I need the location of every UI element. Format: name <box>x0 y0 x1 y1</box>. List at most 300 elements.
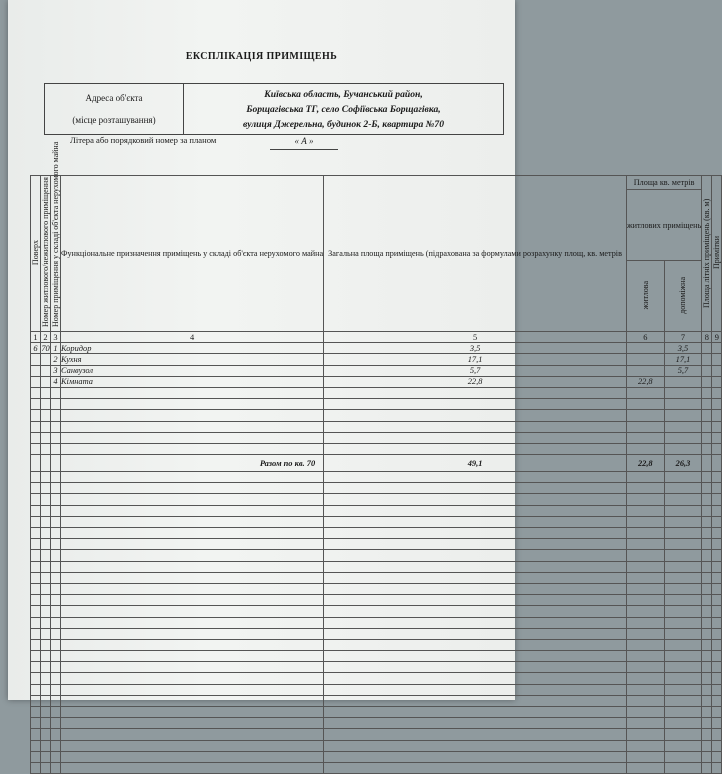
empty-cell <box>31 494 41 505</box>
empty-cell <box>31 729 41 740</box>
blank-rows-after-total <box>31 472 722 774</box>
empty-cell <box>626 410 664 421</box>
cell-living-area <box>626 343 664 354</box>
cell-apartment <box>41 376 51 387</box>
header-living: житлова <box>626 261 664 332</box>
empty-cell <box>324 606 627 617</box>
empty-cell <box>324 443 627 454</box>
empty-table-row <box>31 707 722 718</box>
empty-cell <box>626 516 664 527</box>
empty-cell <box>626 606 664 617</box>
empty-cell <box>712 684 722 695</box>
address-label <box>45 84 184 134</box>
empty-cell <box>324 561 627 572</box>
table-row <box>31 354 722 365</box>
empty-cell <box>51 528 61 539</box>
cell-aux-area <box>664 376 702 387</box>
empty-cell <box>702 539 712 550</box>
column-number: 7 <box>664 332 702 343</box>
empty-cell <box>41 595 51 606</box>
empty-cell <box>324 639 627 650</box>
empty-cell <box>712 606 722 617</box>
empty-cell <box>702 729 712 740</box>
empty-cell <box>712 483 722 494</box>
cell-empty <box>31 455 41 472</box>
empty-cell <box>31 662 41 673</box>
empty-cell <box>664 673 702 684</box>
explication-table <box>30 141 722 774</box>
empty-cell <box>664 762 702 773</box>
empty-cell <box>41 617 51 628</box>
empty-cell <box>31 617 41 628</box>
empty-cell <box>31 762 41 773</box>
empty-cell <box>51 628 61 639</box>
empty-cell <box>61 572 324 583</box>
empty-table-row <box>31 740 722 751</box>
empty-table-row <box>31 432 722 443</box>
empty-cell <box>626 550 664 561</box>
empty-cell <box>626 740 664 751</box>
empty-cell <box>712 707 722 718</box>
blank-rows-before-total <box>31 387 722 454</box>
empty-cell <box>41 639 51 650</box>
empty-cell <box>61 421 324 432</box>
header-apartment-no: Номер житлового/нежитлового приміщення <box>41 176 51 332</box>
empty-table-row <box>31 639 722 650</box>
cell-apartment <box>41 365 51 376</box>
cell-total-area: 22,8 <box>324 376 627 387</box>
empty-cell <box>61 628 324 639</box>
empty-cell <box>41 606 51 617</box>
empty-cell <box>61 528 324 539</box>
litera-label: Літера або порядковий номер за планом <box>70 135 217 145</box>
empty-cell <box>31 639 41 650</box>
empty-table-row <box>31 561 722 572</box>
empty-cell <box>664 639 702 650</box>
cell-room-name: Санвузол <box>61 365 324 376</box>
empty-table-row <box>31 695 722 706</box>
empty-cell <box>41 729 51 740</box>
empty-cell <box>712 528 722 539</box>
empty-cell <box>664 606 702 617</box>
empty-cell <box>712 695 722 706</box>
empty-cell <box>41 628 51 639</box>
empty-cell <box>31 539 41 550</box>
empty-cell <box>324 528 627 539</box>
empty-cell <box>61 673 324 684</box>
address-label-line1: Адреса об'єкта <box>85 93 143 103</box>
empty-cell <box>61 729 324 740</box>
empty-cell <box>702 606 712 617</box>
empty-cell <box>31 550 41 561</box>
cell-aux-area: 17,1 <box>664 354 702 365</box>
empty-cell <box>702 410 712 421</box>
empty-cell <box>31 572 41 583</box>
empty-cell <box>626 695 664 706</box>
empty-cell <box>702 617 712 628</box>
empty-cell <box>51 729 61 740</box>
empty-cell <box>664 718 702 729</box>
empty-cell <box>31 505 41 516</box>
empty-cell <box>702 695 712 706</box>
document-title: ЕКСПЛІКАЦІЯ ПРИМІЩЕНЬ <box>185 51 338 62</box>
empty-cell <box>702 651 712 662</box>
empty-cell <box>51 494 61 505</box>
empty-cell <box>51 550 61 561</box>
empty-cell <box>712 762 722 773</box>
empty-cell <box>626 707 664 718</box>
empty-cell <box>664 561 702 572</box>
empty-cell <box>31 561 41 572</box>
empty-cell <box>626 651 664 662</box>
empty-cell <box>31 707 41 718</box>
empty-cell <box>31 751 41 762</box>
empty-cell <box>712 432 722 443</box>
column-number: 8 <box>702 332 712 343</box>
empty-cell <box>41 572 51 583</box>
empty-table-row <box>31 651 722 662</box>
empty-cell <box>41 494 51 505</box>
cell-room-no: 1 <box>51 343 61 354</box>
empty-cell <box>61 695 324 706</box>
empty-cell <box>41 528 51 539</box>
empty-cell <box>712 740 722 751</box>
empty-cell <box>324 707 627 718</box>
empty-cell <box>702 583 712 594</box>
empty-table-row <box>31 718 722 729</box>
cell-floor: 6 <box>31 343 41 354</box>
empty-cell <box>626 387 664 398</box>
cell-room-name: Кімната <box>61 376 324 387</box>
empty-cell <box>41 707 51 718</box>
empty-cell <box>324 595 627 606</box>
empty-cell <box>626 762 664 773</box>
empty-cell <box>51 595 61 606</box>
empty-cell <box>61 387 324 398</box>
empty-cell <box>324 762 627 773</box>
empty-cell <box>712 505 722 516</box>
empty-cell <box>51 410 61 421</box>
empty-cell <box>626 432 664 443</box>
cell-summer <box>702 343 712 354</box>
empty-cell <box>626 729 664 740</box>
header-floor: Поверх <box>31 176 41 332</box>
header-notes: Примітки <box>712 176 722 332</box>
cell-aux-area: 5,7 <box>664 365 702 376</box>
column-number: 6 <box>626 332 664 343</box>
empty-cell <box>41 387 51 398</box>
table-row <box>31 343 722 354</box>
empty-cell <box>324 387 627 398</box>
empty-cell <box>324 399 627 410</box>
empty-cell <box>702 516 712 527</box>
empty-table-row <box>31 595 722 606</box>
empty-cell <box>626 561 664 572</box>
empty-cell <box>702 628 712 639</box>
empty-cell <box>51 505 61 516</box>
empty-cell <box>41 718 51 729</box>
empty-table-row <box>31 673 722 684</box>
empty-cell <box>664 651 702 662</box>
empty-table-row <box>31 751 722 762</box>
empty-cell <box>51 718 61 729</box>
empty-cell <box>61 583 324 594</box>
empty-cell <box>51 651 61 662</box>
empty-cell <box>61 662 324 673</box>
cell-total-area: 3,5 <box>324 343 627 354</box>
empty-cell <box>41 561 51 572</box>
empty-table-row <box>31 472 722 483</box>
empty-cell <box>61 595 324 606</box>
empty-cell <box>41 472 51 483</box>
cell-total-area: 17,1 <box>324 354 627 365</box>
empty-cell <box>712 639 722 650</box>
empty-cell <box>31 718 41 729</box>
empty-table-row <box>31 399 722 410</box>
cell-room-name: Коридор <box>61 343 324 354</box>
address-line1: Київська область, Бучанський район, <box>264 89 423 100</box>
empty-table-row <box>31 387 722 398</box>
empty-cell <box>51 387 61 398</box>
empty-cell <box>712 662 722 673</box>
empty-table-row <box>31 628 722 639</box>
empty-cell <box>702 751 712 762</box>
empty-cell <box>61 505 324 516</box>
header-area-group: Площа кв. метрів <box>626 176 701 190</box>
empty-cell <box>712 617 722 628</box>
empty-cell <box>41 421 51 432</box>
empty-cell <box>626 472 664 483</box>
column-numbers-row <box>31 332 722 343</box>
empty-cell <box>664 410 702 421</box>
cell-apartment <box>41 354 51 365</box>
header-residential-group: житлових приміщень <box>626 190 701 261</box>
cell-apartment: 70 <box>41 343 50 353</box>
empty-cell <box>31 651 41 662</box>
empty-cell <box>702 595 712 606</box>
empty-cell <box>41 583 51 594</box>
empty-cell <box>664 483 702 494</box>
empty-cell <box>324 729 627 740</box>
empty-cell <box>702 399 712 410</box>
empty-cell <box>61 651 324 662</box>
empty-cell <box>712 729 722 740</box>
empty-cell <box>702 494 712 505</box>
empty-cell <box>324 673 627 684</box>
empty-cell <box>61 707 324 718</box>
empty-cell <box>41 673 51 684</box>
empty-cell <box>626 628 664 639</box>
empty-cell <box>712 387 722 398</box>
cell-empty <box>51 455 61 472</box>
empty-cell <box>51 432 61 443</box>
empty-cell <box>324 740 627 751</box>
cell-floor <box>31 365 41 376</box>
empty-cell <box>664 751 702 762</box>
empty-table-row <box>31 410 722 421</box>
total-row <box>31 455 722 472</box>
empty-cell <box>324 651 627 662</box>
cell-living-area <box>626 354 664 365</box>
address-line3: вулиця Джерельна, будинок 2-Б, квартира №70 <box>242 119 445 130</box>
empty-cell <box>664 707 702 718</box>
empty-cell <box>61 410 324 421</box>
empty-cell <box>664 617 702 628</box>
empty-cell <box>31 684 41 695</box>
empty-table-row <box>31 572 722 583</box>
empty-cell <box>664 387 702 398</box>
cell-summer <box>702 365 712 376</box>
empty-cell <box>626 539 664 550</box>
empty-cell <box>626 572 664 583</box>
cell-total-area: 5,7 <box>324 365 627 376</box>
empty-cell <box>51 617 61 628</box>
empty-cell <box>31 443 41 454</box>
empty-cell <box>51 606 61 617</box>
cell-room-no: 2 <box>51 354 61 365</box>
empty-cell <box>664 729 702 740</box>
empty-cell <box>31 528 41 539</box>
empty-cell <box>31 472 41 483</box>
empty-cell <box>626 662 664 673</box>
empty-cell <box>702 740 712 751</box>
empty-cell <box>664 695 702 706</box>
empty-cell <box>51 483 61 494</box>
cell-floor <box>31 354 41 365</box>
empty-cell <box>664 505 702 516</box>
cell-summer <box>702 376 712 387</box>
empty-cell <box>51 707 61 718</box>
empty-cell <box>664 443 702 454</box>
cell-living-area: 22,8 <box>626 376 664 387</box>
empty-cell <box>664 528 702 539</box>
empty-cell <box>712 595 722 606</box>
empty-cell <box>702 528 712 539</box>
empty-cell <box>51 684 61 695</box>
empty-cell <box>626 528 664 539</box>
empty-cell <box>41 443 51 454</box>
empty-cell <box>664 516 702 527</box>
empty-cell <box>712 651 722 662</box>
empty-cell <box>61 443 324 454</box>
cell-living-area <box>626 365 664 376</box>
empty-cell <box>61 762 324 773</box>
empty-cell <box>664 472 702 483</box>
empty-cell <box>664 662 702 673</box>
empty-cell <box>61 639 324 650</box>
empty-cell <box>51 639 61 650</box>
empty-cell <box>51 399 61 410</box>
empty-cell <box>324 539 627 550</box>
empty-table-row <box>31 583 722 594</box>
table-row <box>31 376 722 387</box>
total-aux-sum: 26,3 <box>664 455 702 472</box>
empty-cell <box>626 443 664 454</box>
empty-cell <box>702 472 712 483</box>
empty-cell <box>51 572 61 583</box>
empty-cell <box>41 651 51 662</box>
empty-cell <box>41 399 51 410</box>
empty-cell <box>324 421 627 432</box>
empty-cell <box>626 505 664 516</box>
empty-cell <box>61 606 324 617</box>
cell-aux-area: 3,5 <box>664 343 702 354</box>
empty-cell <box>324 410 627 421</box>
empty-cell <box>324 516 627 527</box>
empty-cell <box>702 483 712 494</box>
empty-cell <box>712 472 722 483</box>
total-area-sum: 49,1 <box>324 455 627 472</box>
empty-table-row <box>31 550 722 561</box>
address-label-line2: (місце розташування) <box>72 115 156 125</box>
empty-cell <box>324 617 627 628</box>
empty-cell <box>61 432 324 443</box>
total-living-sum: 22,8 <box>626 455 664 472</box>
empty-cell <box>41 432 51 443</box>
empty-cell <box>702 684 712 695</box>
empty-cell <box>664 583 702 594</box>
empty-cell <box>712 443 722 454</box>
empty-table-row <box>31 443 722 454</box>
empty-cell <box>712 718 722 729</box>
address-value <box>184 84 503 134</box>
empty-cell <box>41 483 51 494</box>
empty-cell <box>324 472 627 483</box>
empty-cell <box>51 421 61 432</box>
empty-cell <box>626 399 664 410</box>
empty-cell <box>626 595 664 606</box>
empty-cell <box>664 399 702 410</box>
empty-cell <box>51 695 61 706</box>
column-number: 2 <box>41 332 51 343</box>
empty-cell <box>61 516 324 527</box>
empty-cell <box>61 550 324 561</box>
empty-cell <box>324 572 627 583</box>
cell-empty <box>41 455 51 472</box>
empty-cell <box>712 410 722 421</box>
empty-cell <box>41 740 51 751</box>
empty-cell <box>51 472 61 483</box>
empty-cell <box>626 673 664 684</box>
cell-floor <box>31 376 41 387</box>
cell-notes <box>712 343 722 354</box>
empty-cell <box>324 494 627 505</box>
empty-cell <box>61 539 324 550</box>
empty-cell <box>712 572 722 583</box>
empty-cell <box>324 550 627 561</box>
empty-cell <box>702 432 712 443</box>
empty-cell <box>61 617 324 628</box>
empty-cell <box>324 483 627 494</box>
empty-cell <box>626 483 664 494</box>
empty-cell <box>664 550 702 561</box>
total-label: Разом по кв. 70 <box>61 455 324 472</box>
litera-value: « А » <box>270 136 338 150</box>
empty-cell <box>31 595 41 606</box>
empty-cell <box>41 410 51 421</box>
empty-cell <box>31 628 41 639</box>
empty-table-row <box>31 729 722 740</box>
empty-cell <box>702 505 712 516</box>
empty-cell <box>61 684 324 695</box>
header-auxiliary: допоміжна <box>664 261 702 332</box>
empty-cell <box>712 421 722 432</box>
empty-cell <box>712 673 722 684</box>
empty-cell <box>324 505 627 516</box>
empty-cell <box>712 516 722 527</box>
empty-cell <box>61 718 324 729</box>
empty-cell <box>712 539 722 550</box>
